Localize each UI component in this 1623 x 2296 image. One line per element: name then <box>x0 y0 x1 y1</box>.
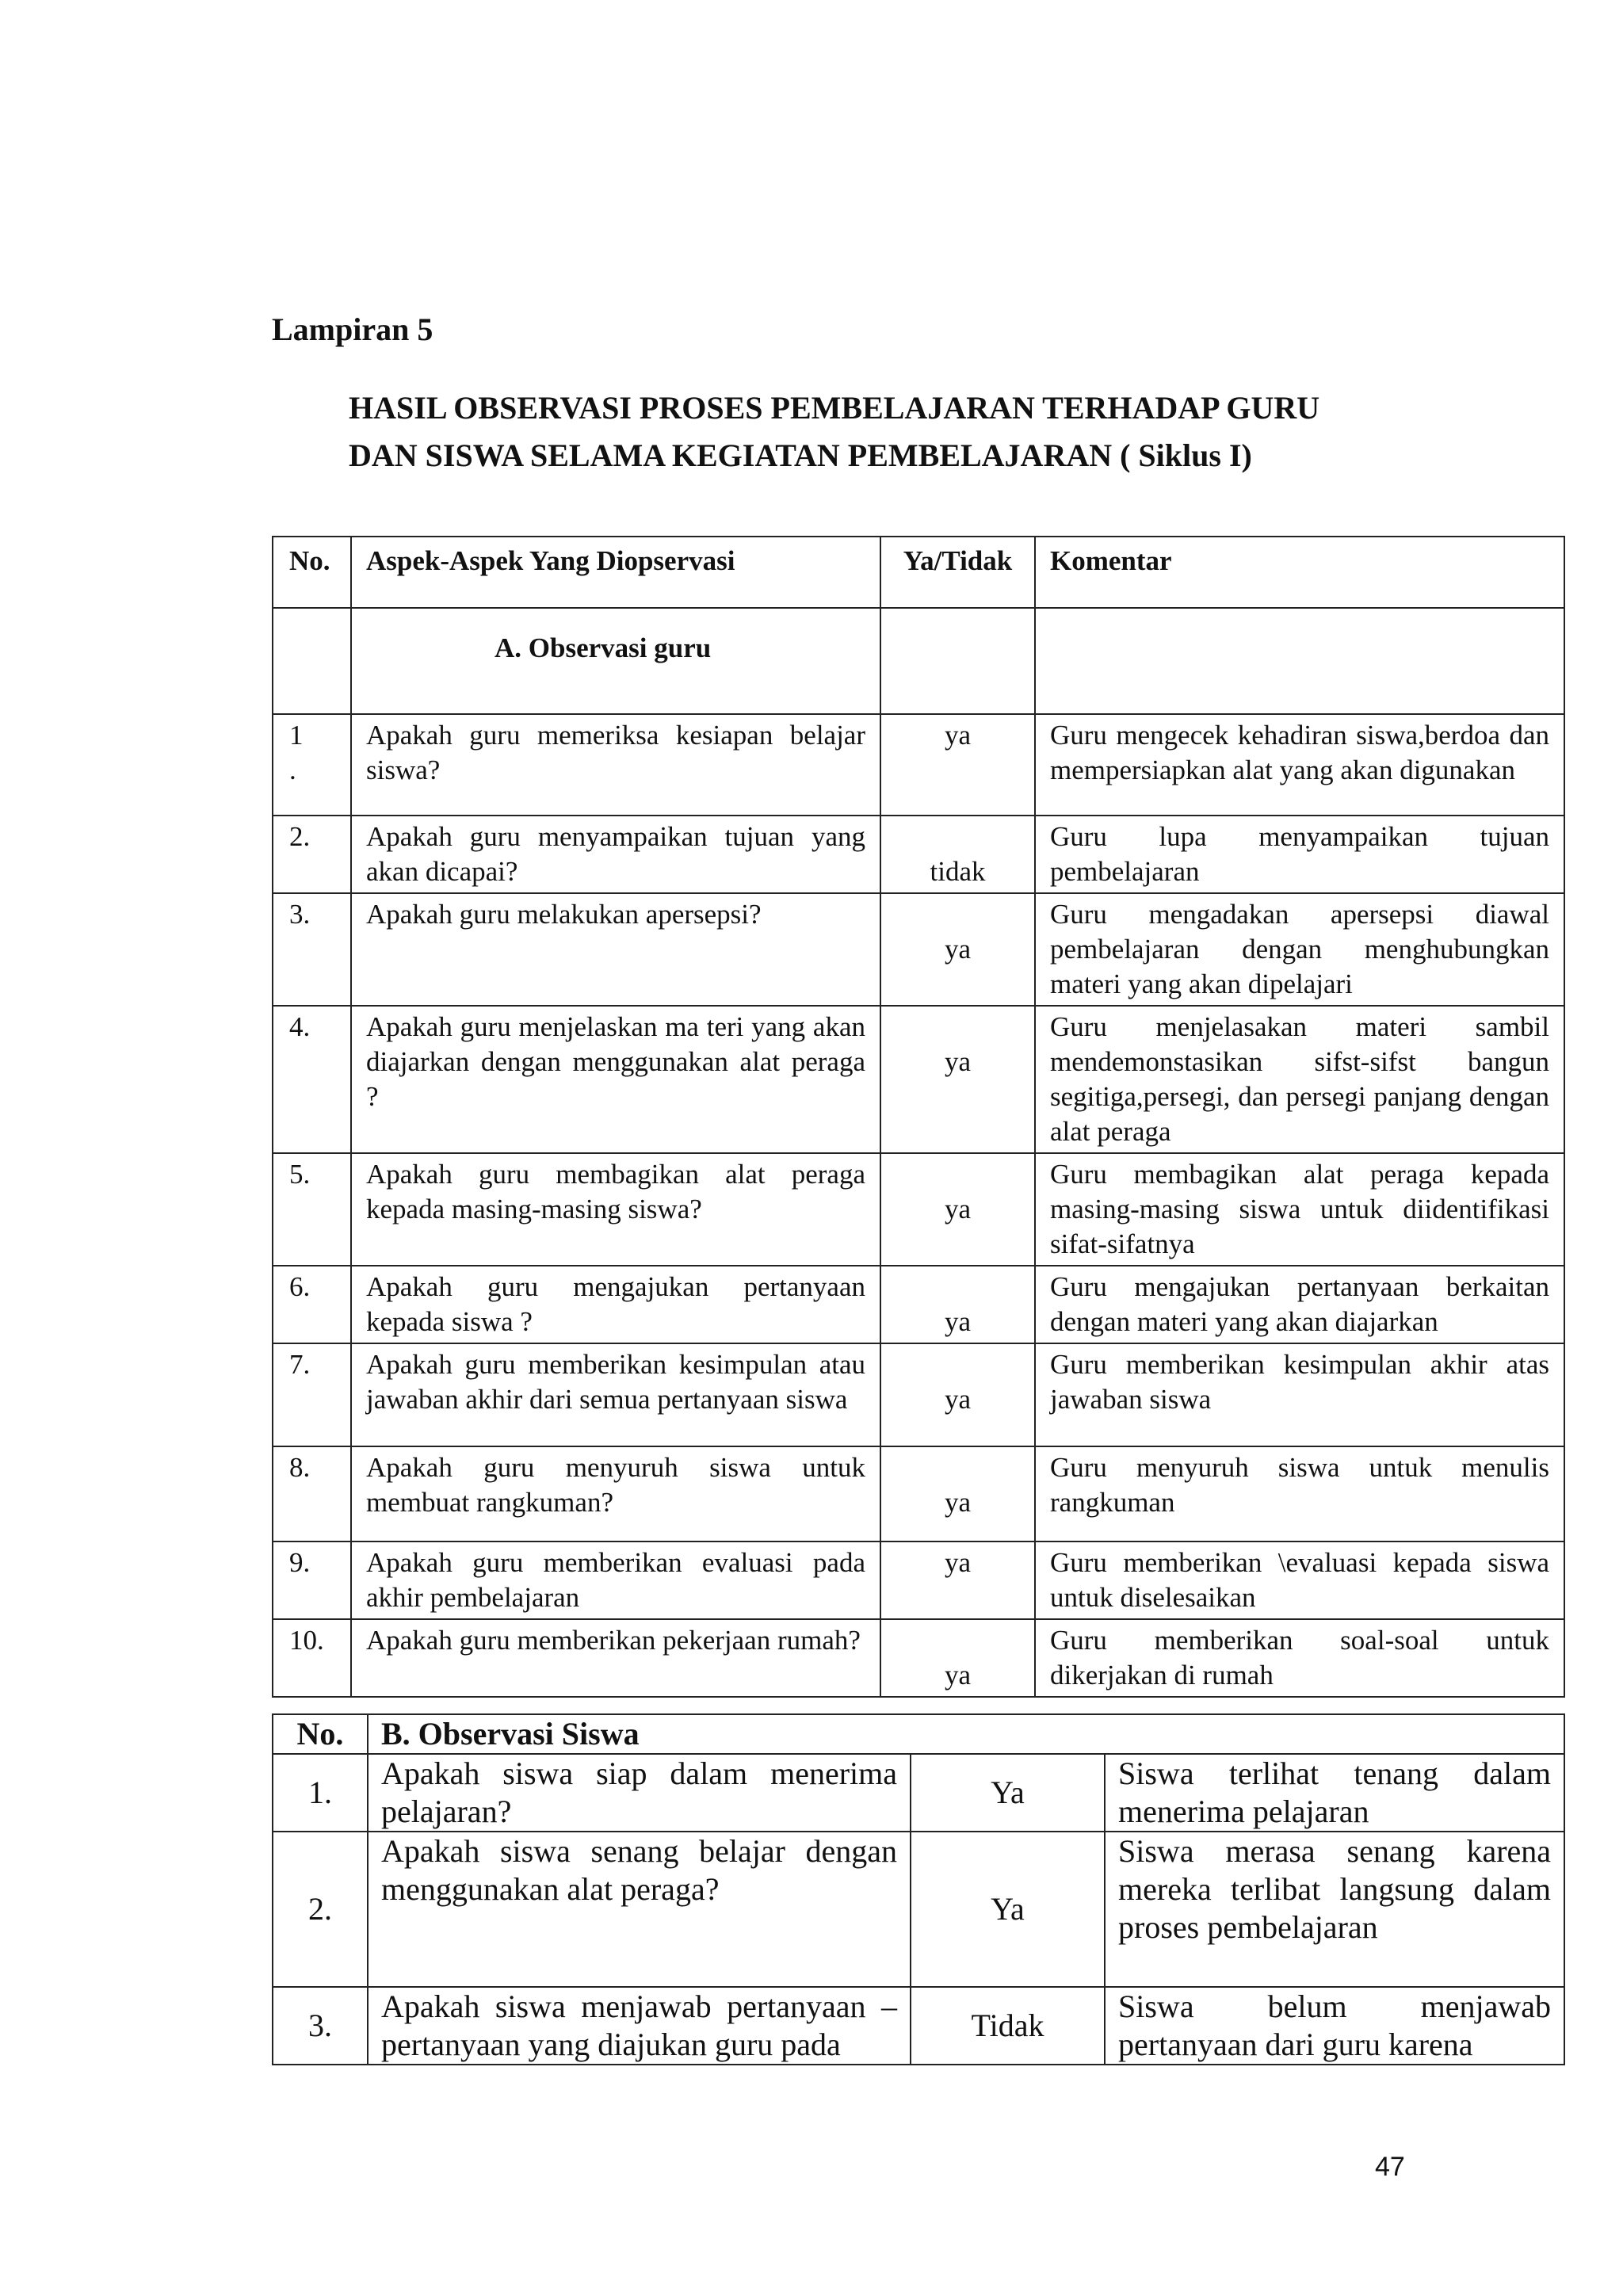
row-comment: Siswa terlihat tenang dalam menerima pelajaran <box>1105 1754 1564 1832</box>
row-answer: ya <box>880 1006 1035 1153</box>
row-aspect: Apakah guru menyampaikan tujuan yang akan dicapai? <box>351 816 880 893</box>
row-number: 1 . <box>273 714 351 816</box>
row-answer: ya <box>880 1446 1035 1541</box>
table-row <box>273 1006 1564 1153</box>
table-row <box>273 1153 1564 1266</box>
row-number: 6. <box>273 1266 351 1343</box>
header-no: No. <box>273 1714 368 1754</box>
table-header-row <box>273 1714 1564 1754</box>
row-aspect: Apakah siswa menjawab pertanyaan – pertanyaan yang diajukan guru pada <box>368 1987 911 2065</box>
row-answer: ya <box>880 1343 1035 1446</box>
row-number: 8. <box>273 1446 351 1541</box>
title-line-2: DAN SISWA SELAMA KEGIATAN PEMBELAJARAN ( Siklus I) <box>349 437 1252 473</box>
row-comment: Siswa belum menjawab pertanyaan dari guru karena <box>1105 1987 1564 2065</box>
row-aspect: Apakah guru memberikan pekerjaan rumah? <box>351 1619 880 1697</box>
empty-cell <box>273 608 351 714</box>
title-line-1: HASIL OBSERVASI PROSES PEMBELAJARAN TERHADAP GURU <box>349 390 1320 426</box>
table-row <box>273 816 1564 893</box>
row-number: 3. <box>273 1987 368 2065</box>
table-row <box>273 1446 1564 1541</box>
section-row <box>273 608 1564 714</box>
row-number: 7. <box>273 1343 351 1446</box>
row-number: 3. <box>273 893 351 1006</box>
table-row <box>273 1832 1564 1987</box>
row-aspect: Apakah guru membagikan alat peraga kepada masing-masing siswa? <box>351 1153 880 1266</box>
row-comment: Guru lupa menyampaikan tujuan pembelajaran <box>1035 816 1564 893</box>
row-comment: Guru memberikan kesimpulan akhir atas jawaban siswa <box>1035 1343 1564 1446</box>
table-row <box>273 1541 1564 1619</box>
table-row <box>273 1619 1564 1697</box>
row-number: 4. <box>273 1006 351 1153</box>
row-answer: ya <box>880 1266 1035 1343</box>
row-number: 5. <box>273 1153 351 1266</box>
row-number: 2. <box>273 816 351 893</box>
student-observation-table <box>272 1713 1565 2065</box>
row-answer: tidak <box>880 816 1035 893</box>
row-comment: Guru memberikan soal-soal untuk dikerjakan di rumah <box>1035 1619 1564 1697</box>
row-comment: Guru mengajukan pertanyaan berkaitan dengan materi yang akan diajarkan <box>1035 1266 1564 1343</box>
header-comment: Komentar <box>1035 537 1564 608</box>
row-aspect: Apakah guru mengajukan pertanyaan kepada siswa ? <box>351 1266 880 1343</box>
table-row <box>273 893 1564 1006</box>
row-comment: Guru menyuruh siswa untuk menulis rangkuman <box>1035 1446 1564 1541</box>
empty-cell <box>880 608 1035 714</box>
table-row <box>273 1266 1564 1343</box>
row-answer: ya <box>880 893 1035 1006</box>
row-aspect: Apakah guru menyuruh siswa untuk membuat rangkuman? <box>351 1446 880 1541</box>
row-answer: Ya <box>911 1754 1105 1832</box>
row-number: 10. <box>273 1619 351 1697</box>
row-answer: Tidak <box>911 1987 1105 2065</box>
document-title <box>349 384 1319 479</box>
row-answer: ya <box>880 1619 1035 1697</box>
teacher-observation-table <box>272 536 1565 1698</box>
row-answer: ya <box>880 714 1035 816</box>
empty-cell <box>1035 608 1564 714</box>
row-number: 1. <box>273 1754 368 1832</box>
row-answer: ya <box>880 1153 1035 1266</box>
row-aspect: Apakah guru melakukan apersepsi? <box>351 893 880 1006</box>
header-aspect: Aspek-Aspek Yang Diopservasi <box>351 537 880 608</box>
header-no: No. <box>273 537 351 608</box>
row-aspect: Apakah guru memberikan evaluasi pada akhir pembelajaran <box>351 1541 880 1619</box>
row-aspect: Apakah siswa siap dalam menerima pelajaran? <box>368 1754 911 1832</box>
section-label: A. Observasi guru <box>351 608 880 714</box>
table-row <box>273 714 1564 816</box>
section-label: B. Observasi Siswa <box>368 1714 1564 1754</box>
row-comment: Guru mengadakan apersepsi diawal pembelajaran dengan menghubungkan materi yang akan dipelajari <box>1035 893 1564 1006</box>
page-number: 47 <box>1375 2152 1405 2182</box>
row-comment: Guru membagikan alat peraga kepada masing-masing siswa untuk diidentifikasi sifat-sifatnya <box>1035 1153 1564 1266</box>
row-aspect: Apakah siswa senang belajar dengan menggunakan alat peraga? <box>368 1832 911 1987</box>
row-answer: ya <box>880 1541 1035 1619</box>
row-answer: Ya <box>911 1832 1105 1987</box>
row-comment: Guru memberikan \evaluasi kepada siswa untuk diselesaikan <box>1035 1541 1564 1619</box>
row-comment: Siswa merasa senang karena mereka terlibat langsung dalam proses pembelajaran <box>1105 1832 1564 1987</box>
appendix-heading: Lampiran 5 <box>272 311 433 347</box>
row-aspect: Apakah guru memberikan kesimpulan atau jawaban akhir dari semua pertanyaan siswa <box>351 1343 880 1446</box>
row-aspect: Apakah guru menjelaskan ma teri yang akan diajarkan dengan menggunakan alat peraga ? <box>351 1006 880 1153</box>
table-row <box>273 1987 1564 2065</box>
row-comment: Guru menjelasakan materi sambil mendemonstasikan sifst-sifst bangun segitiga,persegi, dan persegi panjang dengan alat peraga <box>1035 1006 1564 1153</box>
row-number: 9. <box>273 1541 351 1619</box>
header-answer: Ya/Tidak <box>880 537 1035 608</box>
row-aspect: Apakah guru memeriksa kesiapan belajar siswa? <box>351 714 880 816</box>
table-row <box>273 1754 1564 1832</box>
row-comment: Guru mengecek kehadiran siswa,berdoa dan mempersiapkan alat yang akan digunakan <box>1035 714 1564 816</box>
row-number: 2. <box>273 1832 368 1987</box>
table-header-row <box>273 537 1564 608</box>
table-row <box>273 1343 1564 1446</box>
